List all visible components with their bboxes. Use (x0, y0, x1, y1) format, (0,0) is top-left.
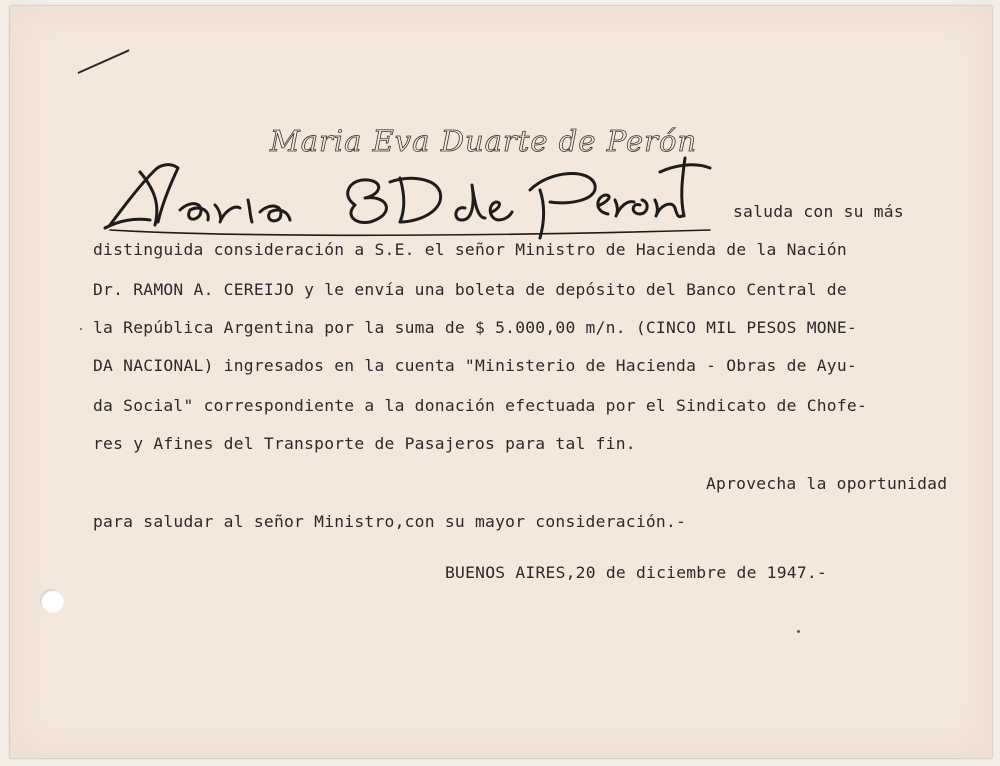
engraved-letterhead-name: Maria Eva Duarte de Perón (270, 124, 698, 158)
body-line-3: Dr. RAMON A. CEREIJO y le envía una boleta de depósito del Banco Central de (93, 280, 847, 299)
letter-sheet (10, 6, 992, 758)
body-line-4: la República Argentina por la suma de $ 5.000,00 m/n. (CINCO MIL PESOS MONE- (93, 318, 857, 337)
paper-speck (80, 328, 82, 330)
body-line-5: DA NACIONAL) ingresados en la cuenta "Ministerio de Hacienda - Obras de Ayu- (93, 356, 857, 375)
place-date: BUENOS AIRES,20 de diciembre de 1947.- (445, 563, 827, 582)
punch-hole (40, 589, 64, 613)
body-line-7: res y Afines del Transporte de Pasajeros para tal fin. (93, 434, 636, 453)
handwritten-signature (100, 150, 720, 245)
closing-line-2: para saludar al señor Ministro,con su mayor consideración.- (93, 512, 687, 531)
body-line-6: da Social" correspondiente a la donación efectuada por el Sindicato de Chofe- (93, 396, 868, 415)
closing-line-1: Aprovecha la oportunidad (706, 474, 948, 493)
body-line-1: saluda con su más (733, 202, 904, 221)
body-line-2: distinguida consideración a S.E. el señor Ministro de Hacienda de la Nación (93, 240, 847, 259)
paper-speck (797, 630, 800, 633)
